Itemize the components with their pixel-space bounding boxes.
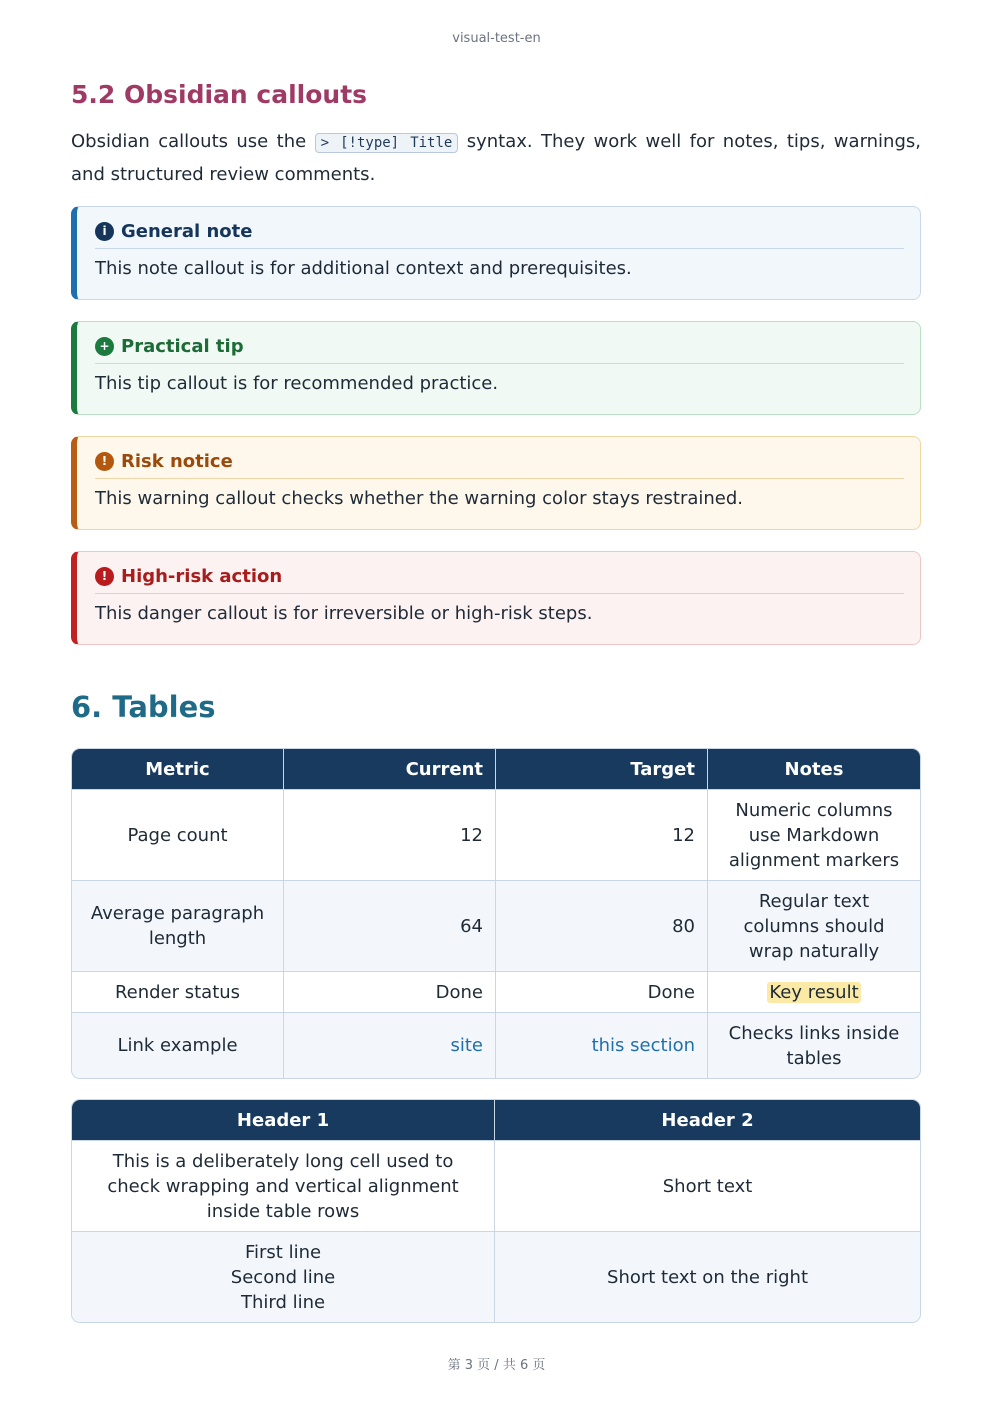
column-header-metric: Metric xyxy=(72,749,284,789)
exclamation-icon: ! xyxy=(95,567,114,586)
highlight-key-result: Key result xyxy=(769,981,859,1003)
column-header-target: Target xyxy=(496,749,708,789)
callout-title-row xyxy=(95,447,904,475)
callout-body: This danger callout is for irreversible or high-risk steps. xyxy=(95,603,593,624)
cell-metric: Page count xyxy=(72,789,284,880)
callout-body: This tip callout is for recommended practice. xyxy=(95,373,499,394)
info-icon: i xyxy=(95,222,114,241)
table-row xyxy=(72,1231,920,1322)
table-row xyxy=(72,880,920,971)
callout-warning xyxy=(71,436,921,530)
callout-danger xyxy=(71,551,921,645)
cell-current: 12 xyxy=(284,789,496,880)
inline-code-callout-syntax: > [!type] Title xyxy=(315,133,459,153)
cell-short-text: Short text xyxy=(495,1140,920,1231)
section-heading-tables: 6. Tables xyxy=(71,690,216,724)
line-third: Third line xyxy=(240,1291,326,1313)
section-heading-callouts: 5.2 Obsidian callouts xyxy=(71,80,368,109)
cell-target: Done xyxy=(496,971,708,1012)
callout-title: Practical tip xyxy=(121,335,244,357)
cell-current xyxy=(284,1012,496,1078)
cell-long-text: This is a deliberately long cell used to check wrapping and vertical alignment inside table rows xyxy=(72,1140,495,1231)
cell-metric: Render status xyxy=(72,971,284,1012)
table-row xyxy=(72,1012,920,1078)
callout-title-row xyxy=(95,562,904,590)
callout-title-row xyxy=(95,332,904,360)
line-first: First line xyxy=(244,1241,322,1263)
cell-notes: Numeric columns use Markdown alignment markers xyxy=(708,789,920,880)
cell-metric: Average paragraph length xyxy=(72,880,284,971)
cell-notes xyxy=(708,971,920,1012)
line-second: Second line xyxy=(230,1266,336,1288)
intro-text-after: syntax. They work well for notes, tips, warnings, and structured review comments. xyxy=(71,131,921,185)
callout-title: Risk notice xyxy=(121,450,233,472)
running-header: visual-test-en xyxy=(452,31,541,46)
cell-multiline xyxy=(72,1231,495,1322)
callout-body: This warning callout checks whether the warning color stays restrained. xyxy=(95,488,743,509)
table-header-row xyxy=(72,749,920,789)
cell-short-text-right: Short text on the right xyxy=(495,1231,920,1322)
plus-icon: + xyxy=(95,337,114,356)
cell-current: Done xyxy=(284,971,496,1012)
cell-notes: Checks links inside tables xyxy=(708,1012,920,1078)
cell-target: 80 xyxy=(496,880,708,971)
wrapping-table xyxy=(71,1099,921,1323)
page-number-footer: 第 3 页 / 共 6 页 xyxy=(447,1358,546,1373)
cell-target xyxy=(496,1012,708,1078)
link-this-section[interactable]: this section xyxy=(591,1035,695,1056)
cell-notes: Regular text columns should wrap naturally xyxy=(708,880,920,971)
callouts-intro-paragraph xyxy=(71,126,921,190)
callout-tip xyxy=(71,321,921,415)
table-row xyxy=(72,789,920,880)
callout-title: High-risk action xyxy=(121,565,283,587)
cell-target: 12 xyxy=(496,789,708,880)
column-header-1: Header 1 xyxy=(72,1100,495,1140)
exclamation-icon: ! xyxy=(95,452,114,471)
callout-title-row xyxy=(95,217,904,245)
table-row xyxy=(72,1140,920,1231)
callout-title: General note xyxy=(121,220,253,242)
column-header-current: Current xyxy=(284,749,496,789)
link-site[interactable]: site xyxy=(450,1035,483,1056)
cell-current: 64 xyxy=(284,880,496,971)
column-header-notes: Notes xyxy=(708,749,920,789)
table-row xyxy=(72,971,920,1012)
column-header-2: Header 2 xyxy=(495,1100,920,1140)
table-header-row xyxy=(72,1100,920,1140)
callout-body: This note callout is for additional context and prerequisites. xyxy=(95,258,632,279)
intro-text-before: Obsidian callouts use the xyxy=(71,131,315,152)
metrics-table xyxy=(71,748,921,1079)
cell-metric: Link example xyxy=(72,1012,284,1078)
callout-note xyxy=(71,206,921,300)
